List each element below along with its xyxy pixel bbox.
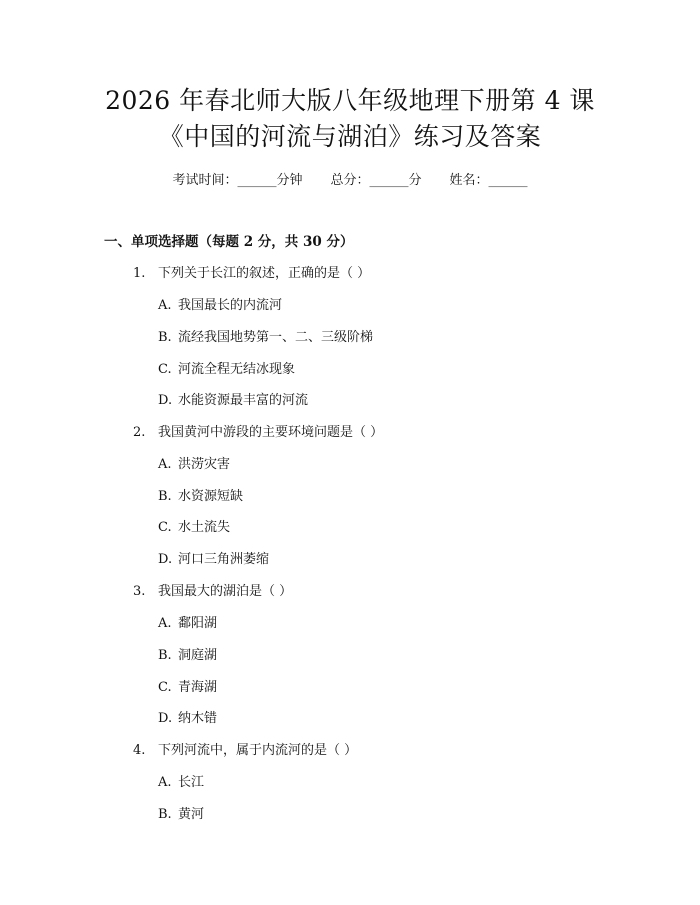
option-2a	[158, 453, 230, 472]
question-number: 1.	[133, 266, 146, 281]
option-4b	[158, 803, 204, 822]
option-1c	[158, 358, 295, 377]
option-4a	[158, 771, 204, 790]
option-letter: C.	[158, 520, 172, 535]
student-name-label: 姓名：______	[449, 173, 528, 188]
question-2	[133, 421, 383, 440]
option-2c	[158, 516, 230, 535]
total-score-label: 总分：______分	[330, 173, 422, 188]
exam-time-label: 考试时间：______分钟	[172, 173, 303, 188]
question-1	[133, 262, 370, 281]
question-number: 4.	[133, 743, 146, 758]
option-2d	[158, 548, 269, 567]
question-number: 2.	[133, 425, 146, 440]
option-letter: A.	[158, 616, 172, 631]
option-letter: B.	[158, 648, 172, 663]
question-text: 下列关于长江的叙述，正确的是（ ）	[158, 266, 371, 281]
option-text: 长江	[178, 775, 205, 790]
option-text: 水土流失	[178, 520, 231, 535]
option-letter: A.	[158, 298, 172, 313]
option-1b	[158, 326, 373, 345]
option-text: 洪涝灾害	[178, 457, 231, 472]
option-text: 纳木错	[178, 711, 218, 726]
option-text: 我国最长的内流河	[178, 298, 283, 313]
option-text: 鄱阳湖	[178, 616, 218, 631]
question-3	[133, 580, 292, 599]
exam-meta	[0, 169, 700, 188]
option-1d	[158, 389, 308, 408]
option-letter: C.	[158, 680, 172, 695]
option-3a	[158, 612, 217, 631]
option-letter: A.	[158, 457, 172, 472]
question-text: 我国黄河中游段的主要环境问题是（ ）	[158, 425, 384, 440]
option-letter: D.	[158, 711, 173, 726]
option-2b	[158, 485, 243, 504]
option-letter: B.	[158, 489, 172, 504]
option-1a	[158, 294, 282, 313]
option-text: 青海湖	[178, 680, 218, 695]
option-letter: B.	[158, 807, 172, 822]
title-line-2: 《中国的河流与湖泊》练习及答案	[158, 122, 542, 151]
title-line-1: 2026 年春北师大版八年级地理下册第 4 课	[105, 86, 595, 115]
question-number: 3.	[133, 584, 146, 599]
option-3d	[158, 707, 217, 726]
option-text: 水能资源最丰富的河流	[178, 393, 309, 408]
option-letter: C.	[158, 362, 172, 377]
question-text: 下列河流中，属于内流河的是（ ）	[158, 743, 358, 758]
option-3c	[158, 676, 217, 695]
option-text: 水资源短缺	[178, 489, 244, 504]
option-text: 流经我国地势第一、二、三级阶梯	[178, 330, 374, 345]
option-letter: D.	[158, 393, 173, 408]
option-3b	[158, 644, 217, 663]
option-text: 洞庭湖	[178, 648, 218, 663]
question-4	[133, 739, 357, 758]
option-text: 黄河	[178, 807, 205, 822]
option-text: 河流全程无结冰现象	[178, 362, 296, 377]
option-letter: B.	[158, 330, 172, 345]
option-letter: D.	[158, 552, 173, 567]
question-text: 我国最大的湖泊是（ ）	[158, 584, 293, 599]
option-text: 河口三角洲萎缩	[178, 552, 270, 567]
option-letter: A.	[158, 775, 172, 790]
section-heading: 一、单项选择题（每题 2 分，共 30 分）	[104, 234, 354, 250]
